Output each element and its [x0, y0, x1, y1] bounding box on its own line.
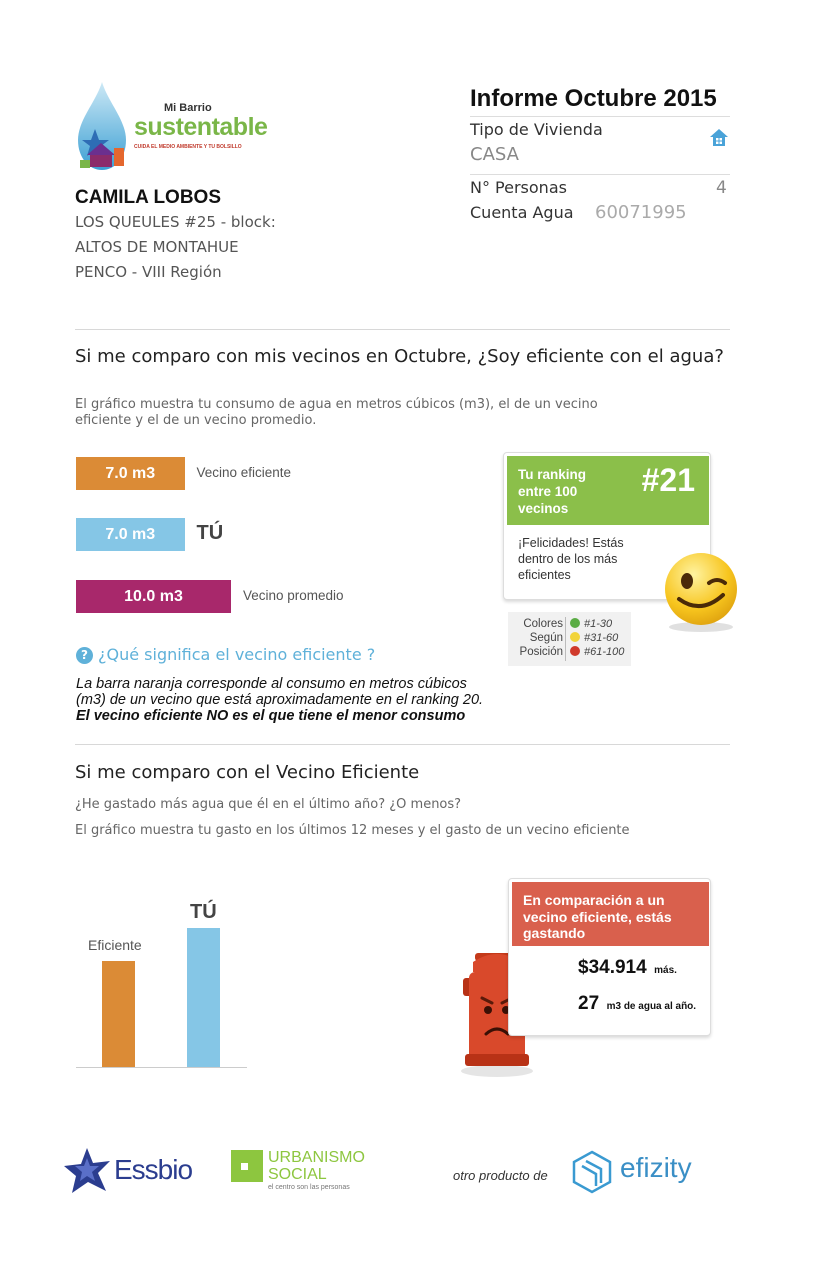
legend-line: Colores: [523, 618, 563, 630]
report-title: Informe Octubre 2015: [470, 85, 717, 112]
legend-item: [570, 617, 624, 631]
efficient-neighbor-note: [76, 676, 596, 724]
chart-baseline: [76, 1067, 247, 1068]
housing-label: Tipo de Vivienda: [470, 120, 603, 139]
essbio-text: Essbio: [114, 1154, 193, 1185]
urbanismo-line2: SOCIAL: [268, 1166, 327, 1183]
note-line: La barra naranja corresponde al consumo en metros cúbicos: [76, 676, 467, 692]
comparison-header-text: En comparación a un vecino eficiente, estás gastando: [523, 892, 672, 941]
bar-label-tu-yearly: TÚ: [190, 901, 217, 923]
comparison-card: [508, 878, 711, 1036]
legend-line: Según: [529, 632, 563, 644]
legend-left-text: [520, 617, 563, 659]
efizity-text: efizity: [620, 1152, 692, 1183]
wink-face-icon: [657, 553, 745, 633]
green-dot-icon: [570, 618, 580, 628]
section-divider: [75, 329, 730, 330]
section2-subtitle: ¿He gastado más agua que él en el último año? ¿O menos?: [75, 797, 462, 812]
customer-name: CAMILA LOBOS: [75, 187, 222, 208]
legend-separator: [565, 617, 566, 661]
ranking-message: ¡Felicidades! Estás dentro de los más eficientes: [518, 536, 624, 582]
money-difference: [578, 957, 677, 979]
persons-label: N° Personas: [470, 178, 567, 197]
bar-vecino-eficiente: 7.0 m3: [76, 457, 185, 490]
ranking-header: [507, 456, 709, 525]
logo-tagline: CUIDA EL MEDIO AMBIENTE Y TU BOLSILLO: [134, 144, 242, 150]
bar-tu: 7.0 m3: [76, 518, 185, 551]
account-value: 60071995: [595, 202, 687, 223]
account-label: Cuenta Agua: [470, 203, 574, 222]
water-suffix: m3 de agua al año.: [606, 1001, 697, 1012]
bar-tu-yearly: [187, 928, 220, 1067]
section2-description: El gráfico muestra tu gasto en los últimos 12 meses y el gasto de un vecino eficiente: [75, 823, 630, 838]
help-link-text: ¿Qué significa el vecino eficiente ?: [98, 645, 376, 664]
legend-line: Posición: [519, 646, 563, 658]
urbanismo-square-icon: [231, 1150, 263, 1182]
section1-title: Si me comparo con mis vecinos en Octubre, ¿Soy eficiente con el agua?: [75, 346, 724, 367]
legend-range: #61-100: [584, 646, 625, 658]
bar-label-vecino-promedio: Vecino promedio: [243, 588, 344, 603]
bar-eficiente: [102, 961, 135, 1067]
note-line-bold: El vecino eficiente NO es el que tiene el menor consumo: [76, 708, 466, 724]
logo-top-text: Mi Barrio: [164, 102, 212, 114]
address-line-1: LOS QUEULES #25 - block:: [75, 213, 276, 231]
money-suffix: más.: [654, 965, 677, 976]
ranking-label: Tu ranking entre 100 vecinos: [518, 467, 587, 516]
section-divider: [75, 744, 730, 745]
legend-item: [570, 631, 624, 645]
essbio-star-icon: [62, 1146, 112, 1196]
ranking-value: #21: [641, 462, 695, 498]
urbanismo-line1: URBANISMO: [268, 1149, 365, 1166]
legend-item: [570, 645, 624, 659]
legend-ranges: [570, 617, 624, 659]
address-line-3: PENCO - VIII Región: [75, 263, 222, 281]
legend-range: #31-60: [584, 632, 619, 644]
bar-vecino-promedio: 10.0 m3: [76, 580, 231, 613]
logo-main-text: sustentable: [134, 113, 268, 141]
water-difference: [578, 993, 696, 1015]
section1-description: El gráfico muestra tu consumo de agua en metros cúbicos (m3), el de un vecino eficiente y el de un vecino promedio.: [75, 397, 598, 428]
urbanismo-social-logo: [231, 1148, 381, 1198]
ranking-color-legend: [508, 612, 631, 666]
report-divider: [470, 116, 730, 117]
efizity-cube-icon: [572, 1150, 612, 1194]
bar-label-tu: TÚ: [196, 522, 224, 544]
question-icon: ?: [76, 647, 93, 664]
address-line-2: ALTOS DE MONTAHUE: [75, 238, 239, 256]
bar-label-eficiente: Eficiente: [88, 937, 142, 953]
bar-label-vecino-eficiente: Vecino eficiente: [196, 465, 292, 480]
yellow-dot-icon: [570, 632, 580, 642]
note-line: (m3) de un vecino que está aproximadamente en el ranking 20.: [76, 692, 484, 708]
house-icon: [709, 128, 729, 147]
section2-title: Si me comparo con el Vecino Eficiente: [75, 762, 420, 783]
urbanismo-tagline: el centro son las personas: [268, 1184, 350, 1191]
essbio-logo: [62, 1146, 202, 1196]
money-value: $34.914: [578, 957, 647, 978]
persons-value: 4: [716, 178, 727, 198]
report-divider: [470, 174, 730, 175]
comparison-header: [512, 882, 709, 946]
otro-producto-text: otro producto de: [453, 1168, 548, 1183]
mi-barrio-sustentable-logo: [78, 80, 268, 175]
housing-value: CASA: [470, 144, 519, 165]
water-value: 27: [578, 993, 600, 1014]
legend-range: #1-30: [584, 618, 613, 630]
red-dot-icon: [570, 646, 580, 656]
efficient-neighbor-help-link[interactable]: [76, 645, 375, 664]
